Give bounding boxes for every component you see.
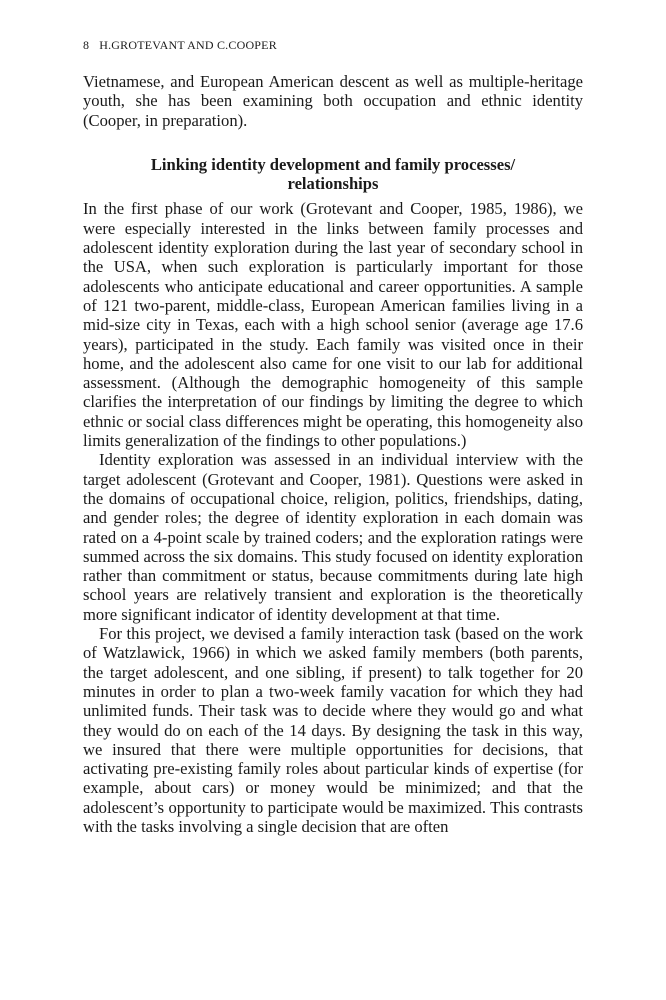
running-head [83, 38, 583, 53]
body-paragraph-2: Identity exploration was assessed in an individual interview with the target adolescent (Grotevant and Cooper, 1981). Questions were asked in the domains of occupational choice, religion, politics, friendships, dating, and gender roles; the degree of identity exploration in each domain was rated on a 4-point scale by trained coders; and the exploration ratings were summed across the six domains. This study focused on identity exploration rather than commitment or status, because commitments during late high school years are relatively transient and exploration is the theoretically more significant indicator of identity development at that time. [83, 450, 583, 624]
section-heading: Linking identity development and family processes/ relationships [150, 154, 516, 194]
running-head-authors: H.GROTEVANT AND C.COOPER [99, 38, 277, 52]
page-number: 8 [83, 38, 90, 52]
body-paragraph-3: For this project, we devised a family interaction task (based on the work of Watzlawick, 1966) in which we asked family members (both parents, the target adolescent, and one sibling, if present) to talk together for 20 minutes in order to plan a two-week family vacation for which they had unlimited funds. Their task was to decide where they would go and what they would do on each of the 14 days. By designing the task in this way, we insured that there were multiple opportunities for decisions, that activating pre-existing family roles about particular kinds of expertise (for example, about cars) or money would be minimized; and that the adolescent’s opportunity to participate would be maximized. This contrasts with the tasks involving a single decision that are often [83, 624, 583, 836]
continued-paragraph: Vietnamese, and European American descent as well as multiple-heritage youth, she has been examining both occupation and ethnic identity (Cooper, in preparation). [83, 72, 583, 130]
page [83, 38, 583, 836]
body-paragraph-1: In the first phase of our work (Grotevant and Cooper, 1985, 1986), we were especially interested in the links between family processes and adolescent identity exploration during the last year of secondary school in the USA, when such exploration is particularly important for those adolescents who anticipate educational and career opportunities. A sample of 121 two-parent, middle-class, European American families living in a mid-size city in Texas, each with a high school senior (average age 17.6 years), participated in the study. Each family was visited once in their home, and the adolescent also came for one visit to our lab for additional assessment. (Although the demographic homogeneity of this sample clarifies the interpretation of our findings by limiting the degree to which ethnic or social class differences might be operating, this homogeneity also limits generalization of the findings to other populations.) [83, 199, 583, 451]
